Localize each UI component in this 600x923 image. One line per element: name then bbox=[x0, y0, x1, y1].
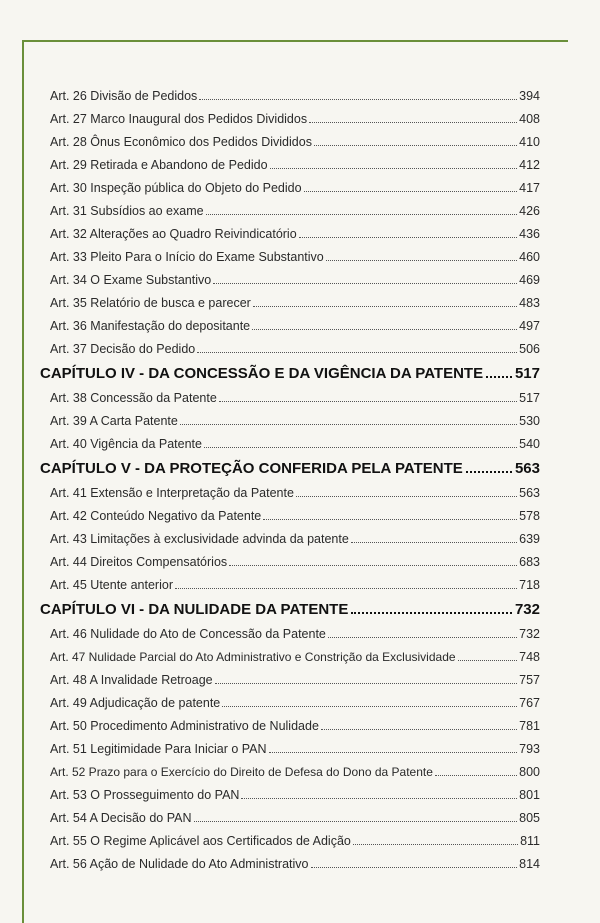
dot-leader bbox=[351, 542, 517, 543]
table-of-contents bbox=[40, 80, 540, 871]
toc-entry[interactable] bbox=[40, 618, 540, 641]
dot-leader bbox=[321, 729, 517, 730]
toc-entry-page: 410 bbox=[519, 135, 540, 149]
toc-entry-page: 469 bbox=[519, 273, 540, 287]
toc-entry-page: 426 bbox=[519, 204, 540, 218]
toc-entry[interactable] bbox=[40, 103, 540, 126]
toc-entry-title: Art. 30 Inspeção pública do Objeto do Pedido bbox=[50, 181, 302, 195]
toc-entry-page: 408 bbox=[519, 112, 540, 126]
toc-entry-page: 517 bbox=[519, 391, 540, 405]
toc-entry[interactable] bbox=[40, 848, 540, 871]
toc-entry[interactable] bbox=[40, 80, 540, 103]
toc-entry[interactable] bbox=[40, 405, 540, 428]
toc-entry-page: 814 bbox=[519, 857, 540, 871]
toc-entry[interactable] bbox=[40, 710, 540, 733]
chapter-title: CAPÍTULO VI - DA NULIDADE DA PATENTE bbox=[40, 601, 349, 618]
dot-leader bbox=[206, 214, 518, 215]
toc-entry-title: Art. 27 Marco Inaugural dos Pedidos Divididos bbox=[50, 112, 308, 126]
dot-leader bbox=[486, 376, 512, 378]
toc-entry-page: 412 bbox=[519, 158, 540, 172]
toc-entry-page: 460 bbox=[519, 250, 540, 264]
toc-entry-page: 540 bbox=[519, 437, 540, 451]
toc-entry-title: Art. 40 Vigência da Patente bbox=[50, 437, 202, 451]
dot-leader bbox=[204, 447, 517, 448]
chapter-heading[interactable] bbox=[40, 451, 540, 477]
toc-entry[interactable] bbox=[40, 172, 540, 195]
dot-leader bbox=[229, 565, 517, 566]
toc-entry[interactable] bbox=[40, 500, 540, 523]
dot-leader bbox=[328, 637, 517, 638]
toc-entry-title: Art. 36 Manifestação do depositante bbox=[50, 319, 251, 333]
toc-entry[interactable] bbox=[40, 546, 540, 569]
toc-entry-title: Art. 48 A Invalidade Retroage bbox=[50, 673, 213, 687]
toc-entry-title: Art. 49 Adjudicação de patente bbox=[50, 696, 221, 710]
toc-entry-title: Art. 44 Direitos Compensatórios bbox=[50, 555, 228, 569]
toc-entry-title: Art. 26 Divisão de Pedidos bbox=[50, 89, 198, 103]
toc-entry-page: 805 bbox=[519, 811, 540, 825]
toc-entry[interactable] bbox=[40, 802, 540, 825]
toc-entry-page: 811 bbox=[520, 834, 540, 848]
toc-entry[interactable] bbox=[40, 477, 540, 500]
toc-entry[interactable] bbox=[40, 241, 540, 264]
toc-entry-title: Art. 51 Legitimidade Para Iniciar o PAN bbox=[50, 742, 267, 756]
dot-leader bbox=[241, 798, 517, 799]
toc-entry[interactable] bbox=[40, 687, 540, 710]
toc-entry-page: 683 bbox=[519, 555, 540, 569]
dot-leader bbox=[253, 306, 517, 307]
dot-leader bbox=[309, 122, 517, 123]
dot-leader bbox=[435, 775, 517, 776]
toc-entry-title: Art. 38 Concessão da Patente bbox=[50, 391, 217, 405]
toc-entry-page: 781 bbox=[519, 719, 540, 733]
toc-entry[interactable] bbox=[40, 428, 540, 451]
toc-entry-title: Art. 31 Subsídios ao exame bbox=[50, 204, 204, 218]
chapter-page: 732 bbox=[514, 601, 540, 618]
chapter-heading[interactable] bbox=[40, 356, 540, 382]
chapter-title: CAPÍTULO IV - DA CONCESSÃO E DA VIGÊNCIA DA PATENTE bbox=[40, 365, 484, 382]
chapter-title: CAPÍTULO V - DA PROTEÇÃO CONFERIDA PELA PATENTE bbox=[40, 460, 463, 477]
toc-entry-title: Art. 33 Pleito Para o Início do Exame Substantivo bbox=[50, 250, 324, 264]
toc-entry-title: Art. 54 A Decisão do PAN bbox=[50, 811, 192, 825]
toc-entry-page: 483 bbox=[519, 296, 540, 310]
dot-leader bbox=[466, 471, 512, 473]
dot-leader bbox=[222, 706, 517, 707]
toc-entry[interactable] bbox=[40, 523, 540, 546]
dot-leader bbox=[351, 612, 512, 614]
toc-entry[interactable] bbox=[40, 218, 540, 241]
dot-leader bbox=[458, 660, 518, 661]
dot-leader bbox=[299, 237, 517, 238]
toc-entry-title: Art. 34 O Exame Substantivo bbox=[50, 273, 212, 287]
chapter-heading[interactable] bbox=[40, 592, 540, 618]
dot-leader bbox=[213, 283, 517, 284]
toc-entry-page: 767 bbox=[519, 696, 540, 710]
dot-leader bbox=[269, 752, 518, 753]
toc-entry-title: Art. 28 Ônus Econômico dos Pedidos Divididos bbox=[50, 135, 312, 149]
toc-entry[interactable] bbox=[40, 333, 540, 356]
toc-entry-page: 497 bbox=[519, 319, 540, 333]
dot-leader bbox=[326, 260, 517, 261]
toc-entry-title: Art. 52 Prazo para o Exercício do Direito de Defesa do Dono da Patente bbox=[50, 765, 433, 779]
dot-leader bbox=[199, 99, 517, 100]
toc-entry-page: 757 bbox=[519, 673, 540, 687]
dot-leader bbox=[296, 496, 517, 497]
toc-entry-title: Art. 35 Relatório de busca e parecer bbox=[50, 296, 251, 310]
toc-entry-title: Art. 39 A Carta Patente bbox=[50, 414, 178, 428]
toc-entry[interactable] bbox=[40, 569, 540, 592]
toc-entry[interactable] bbox=[40, 733, 540, 756]
toc-entry[interactable] bbox=[40, 382, 540, 405]
toc-entry-page: 800 bbox=[519, 765, 540, 779]
toc-entry-title: Art. 47 Nulidade Parcial do Ato Administrativo e Constrição da Exclusividade bbox=[50, 650, 456, 664]
toc-entry[interactable] bbox=[40, 126, 540, 149]
toc-entry-title: Art. 32 Alterações ao Quadro Reivindicatório bbox=[50, 227, 297, 241]
toc-entry-title: Art. 55 O Regime Aplicável aos Certificados de Adição bbox=[50, 834, 351, 848]
toc-entry[interactable] bbox=[40, 641, 540, 664]
toc-entry-title: Art. 45 Utente anterior bbox=[50, 578, 173, 592]
dot-leader bbox=[314, 145, 517, 146]
toc-entry[interactable] bbox=[40, 664, 540, 687]
toc-entry-title: Art. 56 Ação de Nulidade do Ato Administrativo bbox=[50, 857, 309, 871]
toc-entry-title: Art. 42 Conteúdo Negativo da Patente bbox=[50, 509, 262, 523]
dot-leader bbox=[197, 352, 517, 353]
toc-entry-page: 563 bbox=[519, 486, 540, 500]
dot-leader bbox=[304, 191, 518, 192]
toc-entry-page: 718 bbox=[519, 578, 540, 592]
toc-entry[interactable] bbox=[40, 756, 540, 779]
chapter-page: 563 bbox=[514, 460, 540, 477]
toc-entry-title: Art. 43 Limitações à exclusividade advinda da patente bbox=[50, 532, 349, 546]
toc-entry-page: 436 bbox=[519, 227, 540, 241]
toc-entry-page: 793 bbox=[519, 742, 540, 756]
toc-entry-title: Art. 50 Procedimento Administrativo de Nulidade bbox=[50, 719, 319, 733]
dot-leader bbox=[219, 401, 517, 402]
toc-entry-title: Art. 46 Nulidade do Ato de Concessão da Patente bbox=[50, 627, 326, 641]
toc-entry-page: 578 bbox=[519, 509, 540, 523]
toc-entry-page: 801 bbox=[519, 788, 540, 802]
dot-leader bbox=[263, 519, 517, 520]
toc-entry-page: 417 bbox=[519, 181, 540, 195]
toc-entry[interactable] bbox=[40, 149, 540, 172]
dot-leader bbox=[252, 329, 517, 330]
dot-leader bbox=[311, 867, 518, 868]
dot-leader bbox=[180, 424, 517, 425]
toc-entry-page: 506 bbox=[519, 342, 540, 356]
dot-leader bbox=[175, 588, 517, 589]
dot-leader bbox=[270, 168, 518, 169]
toc-entry-page: 748 bbox=[519, 650, 540, 664]
toc-entry[interactable] bbox=[40, 287, 540, 310]
chapter-page: 517 bbox=[514, 365, 540, 382]
toc-entry-page: 530 bbox=[519, 414, 540, 428]
dot-leader bbox=[353, 844, 518, 845]
toc-entry-title: Art. 29 Retirada e Abandono de Pedido bbox=[50, 158, 268, 172]
toc-entry-page: 394 bbox=[519, 89, 540, 103]
toc-entry-title: Art. 41 Extensão e Interpretação da Patente bbox=[50, 486, 294, 500]
toc-entry-title: Art. 37 Decisão do Pedido bbox=[50, 342, 196, 356]
toc-entry-page: 732 bbox=[519, 627, 540, 641]
toc-entry[interactable] bbox=[40, 264, 540, 287]
toc-entry-title: Art. 53 O Prosseguimento do PAN bbox=[50, 788, 240, 802]
dot-leader bbox=[194, 821, 518, 822]
toc-entry[interactable] bbox=[40, 310, 540, 333]
toc-entry[interactable] bbox=[40, 779, 540, 802]
toc-entry-page: 639 bbox=[519, 532, 540, 546]
toc-entry[interactable] bbox=[40, 825, 540, 848]
toc-entry[interactable] bbox=[40, 195, 540, 218]
dot-leader bbox=[215, 683, 518, 684]
